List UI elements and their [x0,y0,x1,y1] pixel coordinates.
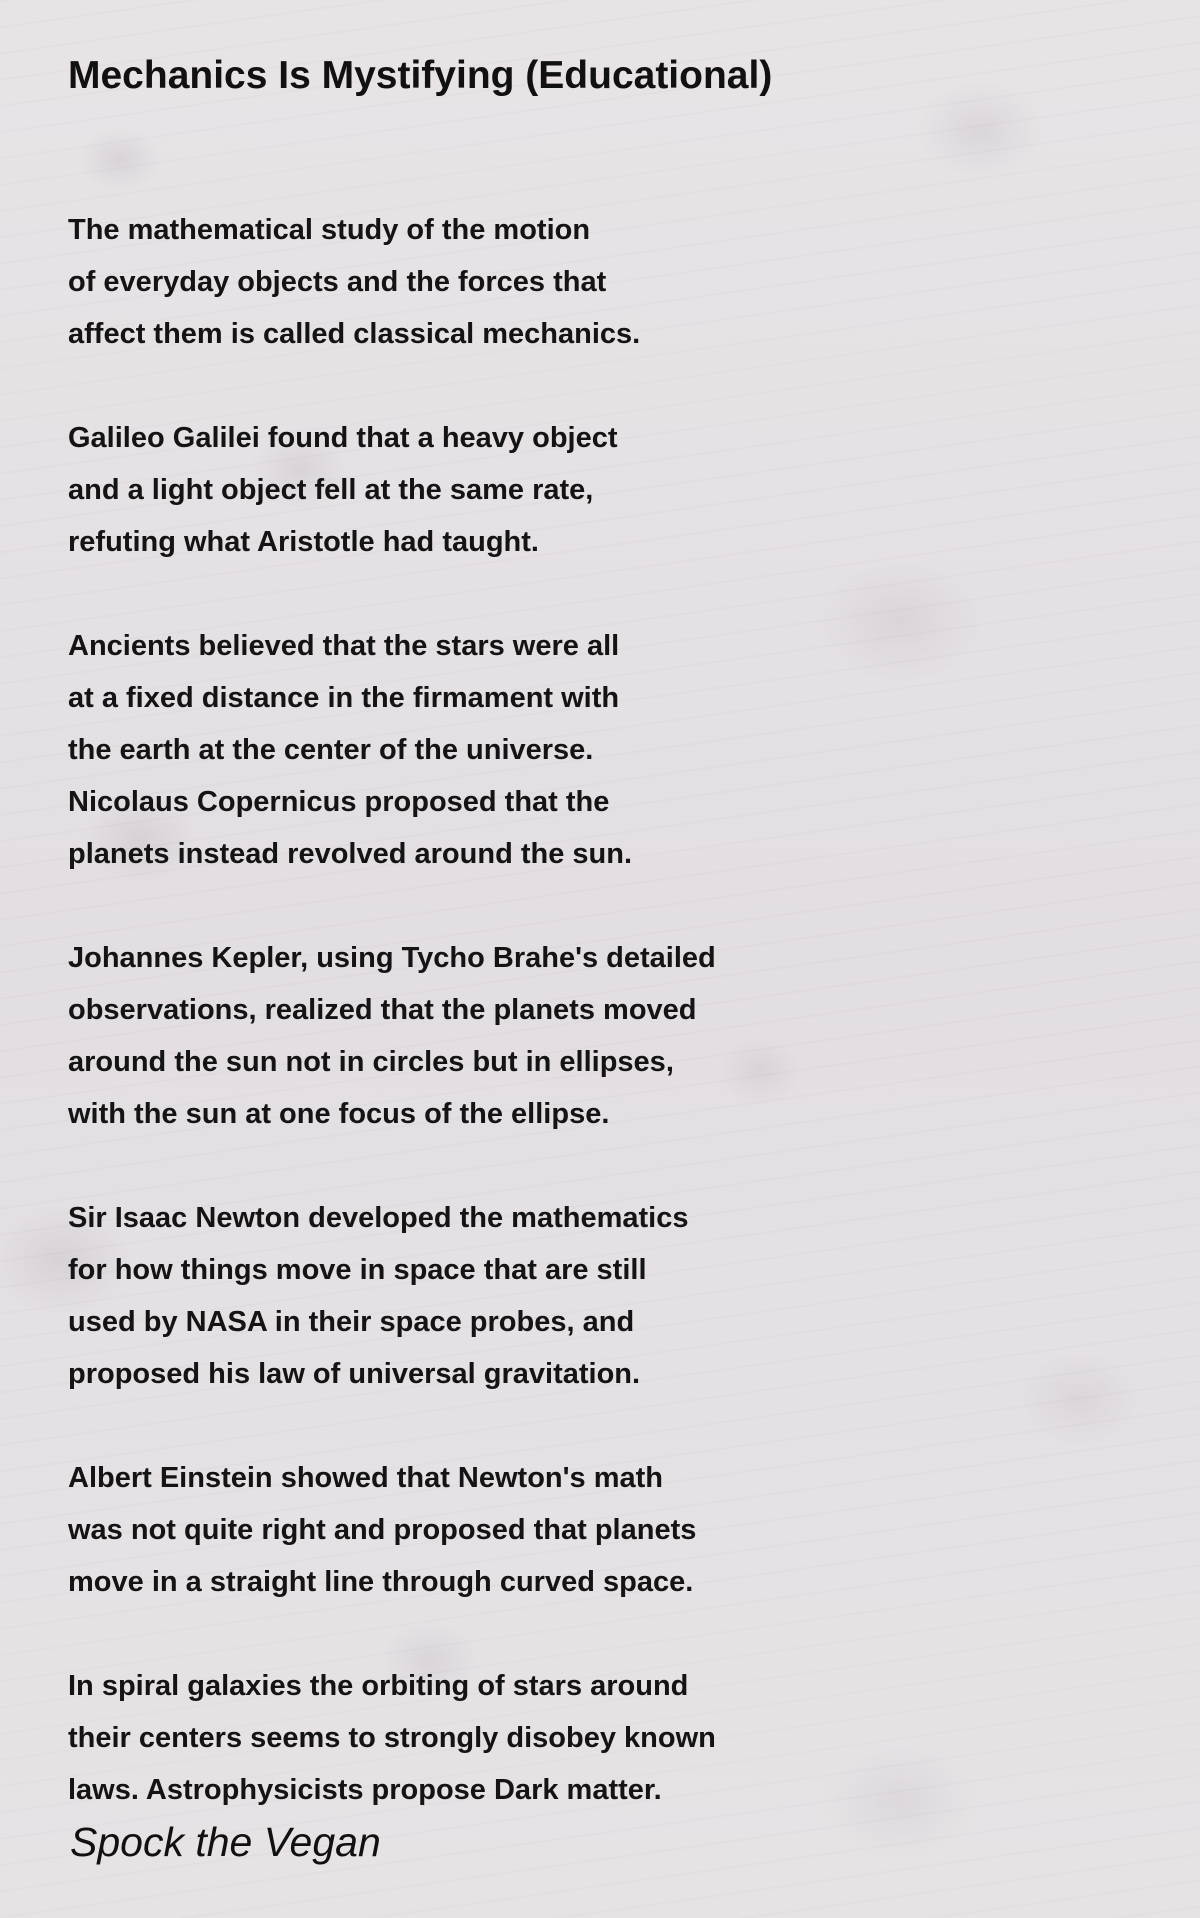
poem-line: with the sun at one focus of the ellipse. [68,1098,610,1130]
poem-line: for how things move in space that are still [68,1254,647,1286]
poem-author: Spock the Vegan [70,1819,381,1865]
poem-line: observations, realized that the planets moved [68,994,697,1026]
poem-line: Nicolaus Copernicus proposed that the [68,786,610,818]
poem-line: planets instead revolved around the sun. [68,838,633,870]
poem-line: their centers seems to strongly disobey known [68,1722,716,1754]
poem-line: around the sun not in circles but in ellipses, [68,1046,674,1078]
poem-line: was not quite right and proposed that planets [68,1514,697,1546]
stanza [68,932,1148,1140]
poem-line: proposed his law of universal gravitation. [68,1358,641,1390]
poem-line: used by NASA in their space probes, and [68,1306,635,1338]
stanza [68,620,1148,880]
poem-line: Sir Isaac Newton developed the mathematics [68,1202,689,1234]
poem-line: In spiral galaxies the orbiting of stars around [68,1670,689,1702]
poem-line: at a fixed distance in the firmament with [68,682,620,714]
poem-line: affect them is called classical mechanics. [68,318,641,350]
poem-line: laws. Astrophysicists propose Dark matter. [68,1774,662,1806]
stanza [68,412,1148,568]
poem-line: move in a straight line through curved space. [68,1566,694,1598]
poem-line: refuting what Aristotle had taught. [68,526,539,558]
poem-line: and a light object fell at the same rate, [68,474,594,506]
poem-line: the earth at the center of the universe. [68,734,594,766]
poem-line: Albert Einstein showed that Newton's math [68,1462,664,1494]
stanza [68,1660,1148,1816]
stanza [68,1452,1148,1608]
stanza [68,1192,1148,1400]
poem-line: Johannes Kepler, using Tycho Brahe's detailed [68,942,716,974]
poem-body [68,204,1148,1816]
poem-line: Galileo Galilei found that a heavy object [68,422,618,454]
poem-line: of everyday objects and the forces that [68,266,607,298]
poem-title: Mechanics Is Mystifying (Educational) [68,54,773,97]
poem-line: The mathematical study of the motion [68,214,591,246]
poem-container [68,48,1148,1868]
stanza [68,204,1148,360]
poem-line: Ancients believed that the stars were all [68,630,620,662]
